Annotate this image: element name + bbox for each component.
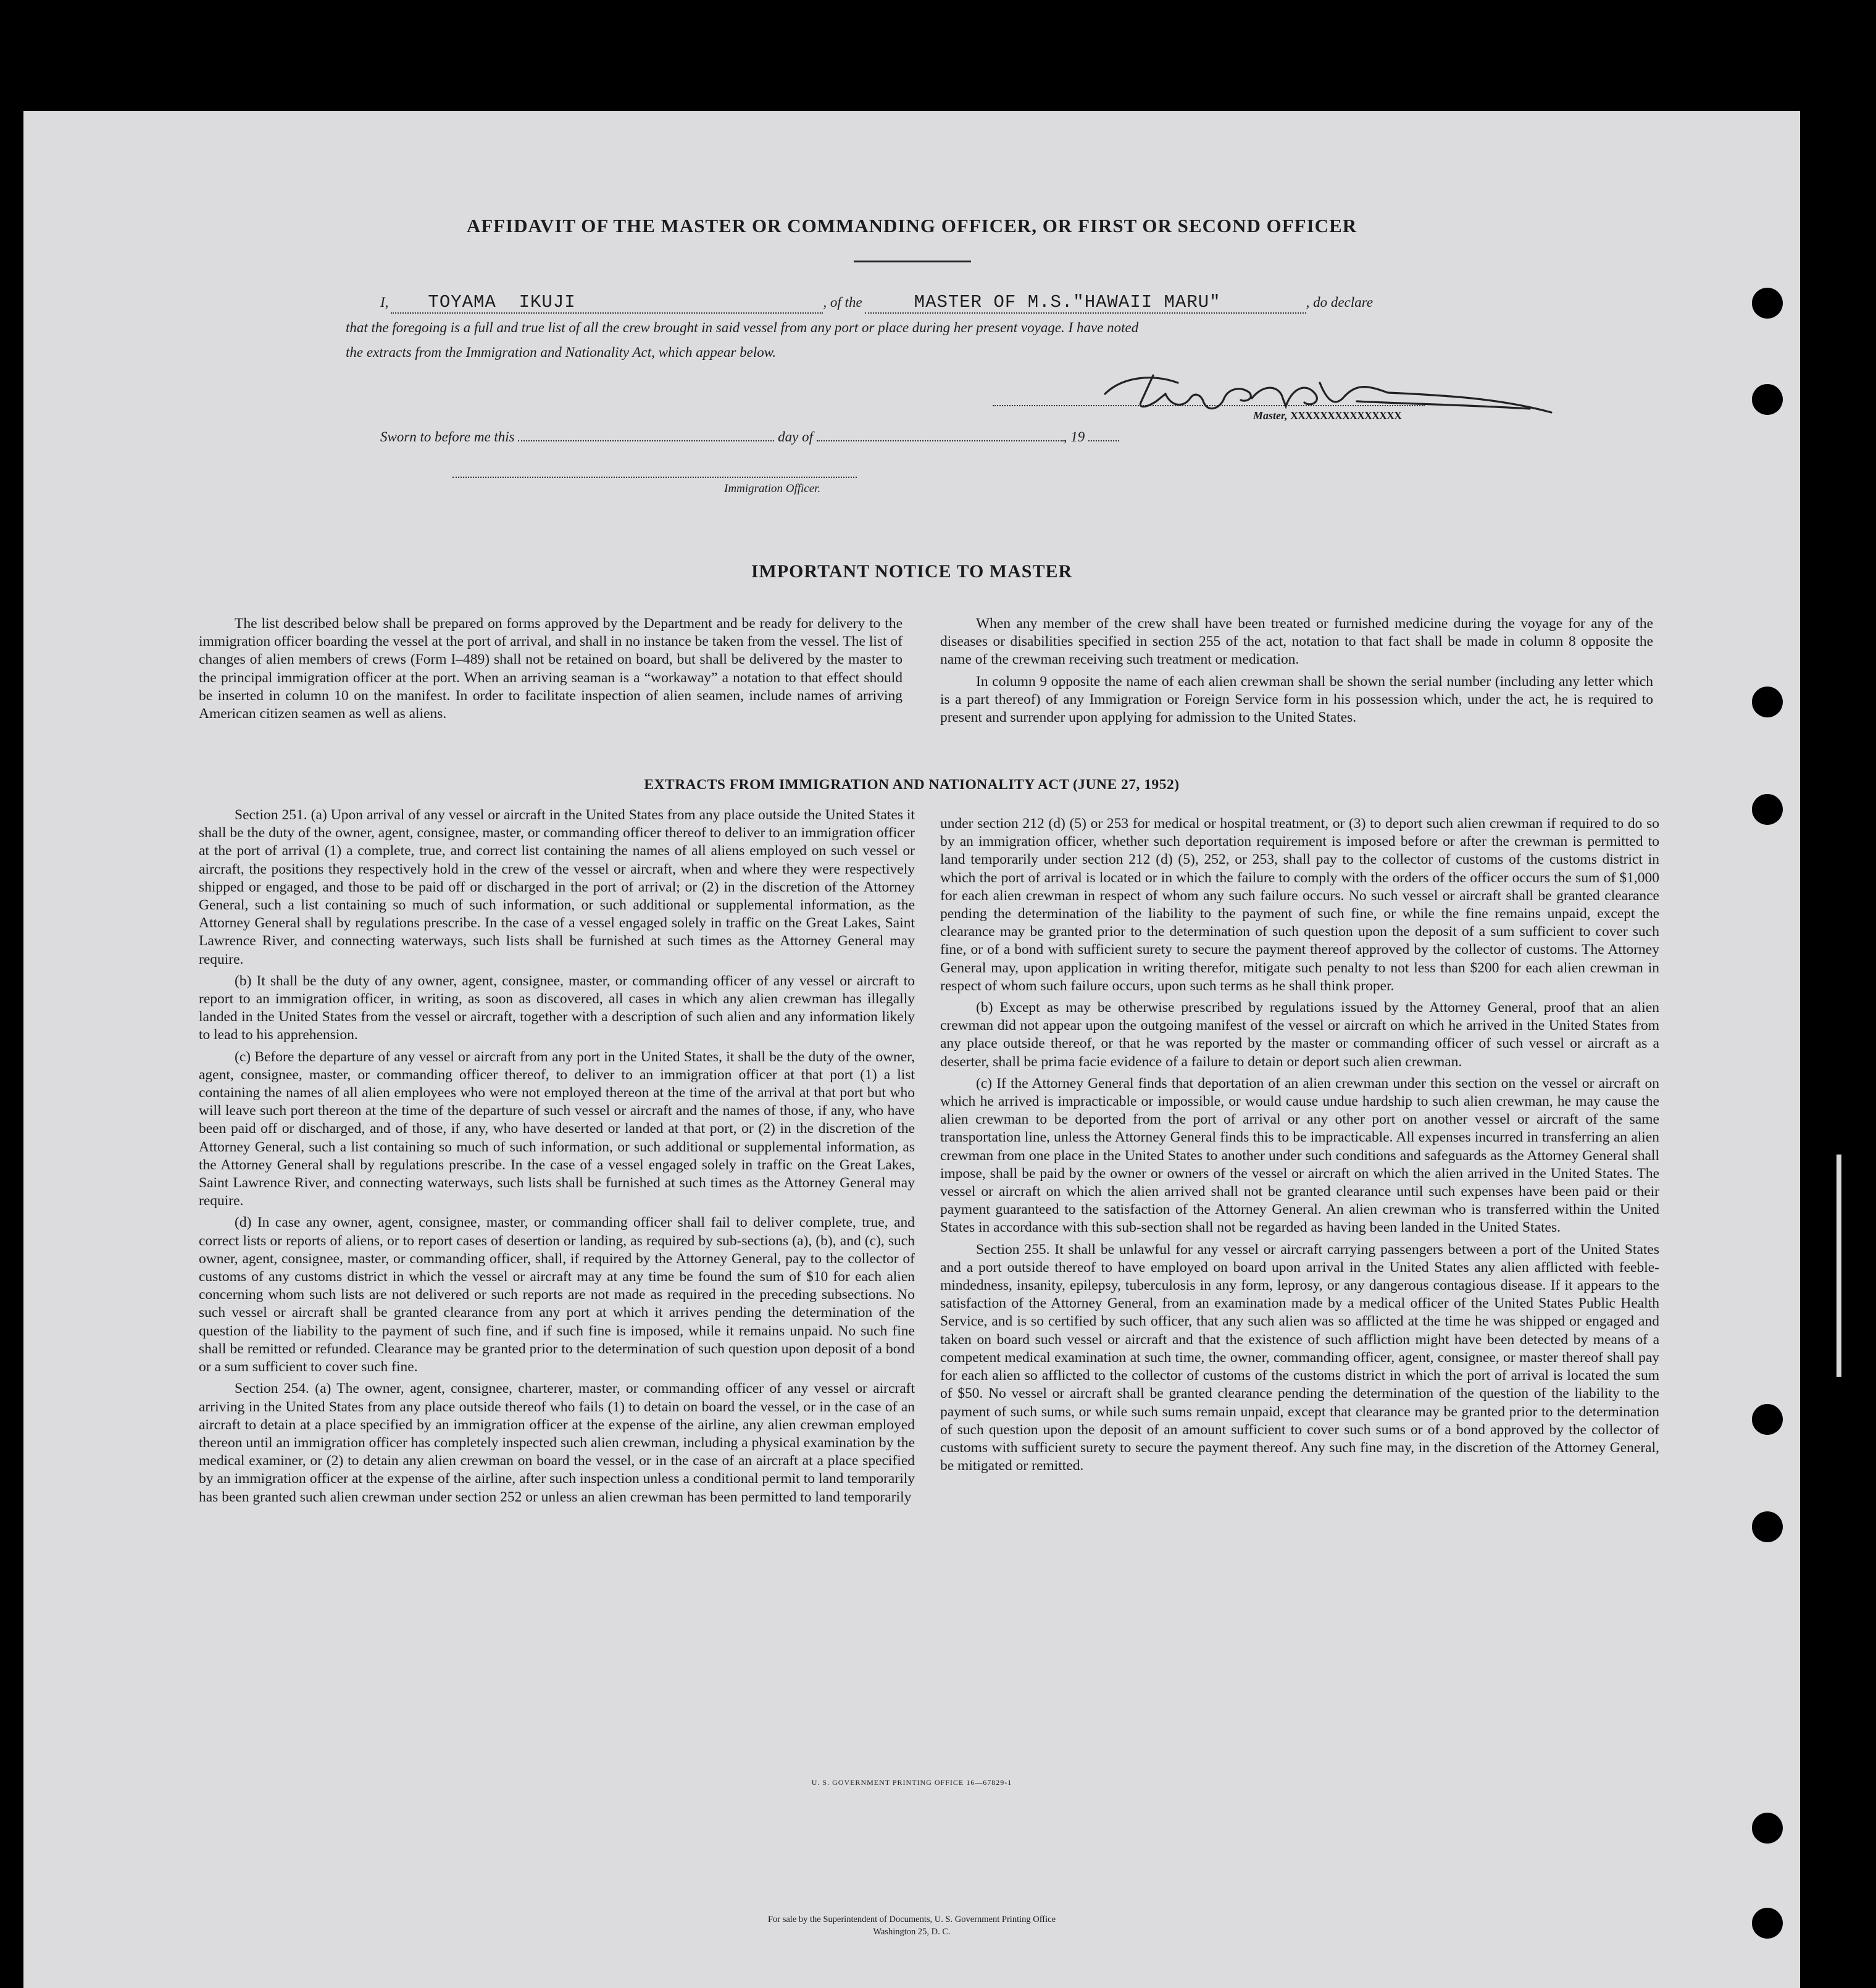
punch-hole bbox=[1752, 1404, 1783, 1435]
punch-hole bbox=[1752, 1511, 1783, 1542]
notice-paragraph: When any member of the crew shall have been treated or furnished medicine during the voyage for any of the diseases or disabilities specified in section 255 of the act, notation to that fact shall be made in column 8 opposite the name of the crewman receiving such treatment or medication. bbox=[940, 616, 1653, 668]
section-paragraph: (b) Except as may be otherwise prescribed by regulations issued by the Attorney General, proof that an alien crewman did not appear upon the outgoing manifest of the vessel or aircraft on which he arrived in the United States from any place outside thereof, or that he was reported by the master or commanding officer of such vessel or aircraft as a deserter, shall be prima facie evidence of a failure to detain or deport such alien crewman. bbox=[940, 1000, 1659, 1070]
master-name-field: TOYAMA IKUJI bbox=[428, 292, 576, 312]
sale-note-line-1: For sale by the Superintendent of Documents, U. S. Government Printing Office bbox=[767, 1915, 1056, 1924]
vessel-position-field: MASTER OF M.S."HAWAII MARU" bbox=[914, 292, 1221, 312]
section-paragraph: Section 255. It shall be unlawful for any vessel or aircraft carrying passengers between a port of the United States and a port outside thereof to have employed on board upon arrival in the United States any alien afflicted with feeble-mindedness, insanity, epilepsy, tuberculosis in any form, leprosy, or any dangerous contagious disease. If it appears to the satisfaction of the Attorney General, from an examination made by a medical officer of the United States Public Health Service, and is so certified by such officer, that any such alien was so afflicted at the time he was shipped or engaged and taken on board such vessel or aircraft and that the existence of such affliction might have been detected by means of a competent medical examination at such time, the owner, commanding officer, agent, consignee, or master thereof shall pay for each alien so afflicted to the collector of customs of the customs district in which the port of arrival is located the sum of $50. No vessel or aircraft shall be granted clearance pending the determination of the question of the liability to the payment of such sums, or while such sums remain unpaid, except that clearance may be granted prior to the determination of such question upon the deposit of an amount sufficient to cover such sums or of a bond approved by the collector of customs with sufficient surety to secure the payment thereof. Any such fine may, in the discretion of the Attorney General, be mitigated or remitted. bbox=[940, 1241, 1659, 1474]
notice-paragraph: The list described below shall be prepared on forms approved by the Department and be ready for delivery to the immigration officer boarding the vessel at the port of arrival, and shall in no instance be taken from the vessel. The list of changes of alien members of crews (Form I–489) shall not be retained on board, but shall be delivered by the master to the principal immigration officer at the port. When an arriving seaman is a “workaway” a notation to that effect should be inserted in column 10 on the manifest. In order to facilitate inspection of alien seamen, include names of arriving American citizen seamen as well as aliens. bbox=[199, 616, 903, 722]
extracts-left-column bbox=[199, 806, 915, 1510]
title-rule bbox=[854, 261, 971, 262]
affidavit-line-2: that the foregoing is a full and true list of all the crew brought in said vessel from any port or place during her present voyage. I have noted bbox=[346, 320, 1139, 335]
signature-caption: Master, XXXXXXXXXXXXXXX bbox=[1253, 409, 1402, 422]
sale-note-line-2: Washington 25, D. C. bbox=[873, 1927, 951, 1937]
section-paragraph: Section 254. (a) The owner, agent, consignee, charterer, master, or commanding officer of any vessel or aircraft arriving in the United States from any place outside thereof who fails (1) to detain on board the vessel, or in the case of an aircraft to detain at a place specified by an immigration officer at the expense of the airline, any alien crewman employed thereon until an immigration officer has completely inspected such alien crewman, including a physical examination by the medical examiner, or (2) to detain any alien crewman on board the vessel, or in the case of an aircraft at a place specified by an immigration officer at the expense of the airline, after such inspection unless a conditional permit to land temporarily has been granted such alien crewman under section 252 or unless an alien crewman has been permitted to land temporarily bbox=[199, 1380, 915, 1505]
i-label: I, bbox=[380, 294, 389, 310]
punch-hole bbox=[1752, 1813, 1783, 1844]
section-paragraph: (b) It shall be the duty of any owner, agent, consignee, master, or commanding officer of any vessel or aircraft to report to an immigration officer, in writing, as soon as discovered, all cases in which any alien crewman has illegally landed in the United States from the vessel or aircraft, together with a description of such alien and any information likely to lead to his apprehension. bbox=[199, 972, 915, 1043]
notice-left-column bbox=[199, 615, 903, 727]
notice-title: IMPORTANT NOTICE TO MASTER bbox=[751, 561, 1073, 582]
of-the-label: , of the bbox=[823, 294, 862, 310]
document-sheet bbox=[23, 111, 1800, 1988]
section-paragraph: under section 212 (d) (5) or 253 for medical or hospital treatment, or (3) to deport such alien crewman if required to do so by an immigration officer, whether such deportation requirement is imposed before or after the crewman is permitted to land temporarily under section 212 (d) (5), 252, or 253, shall pay to the collector of customs of the customs district in which the port of arrival is located or in which the failure to comply with the orders of the officer occurs the sum of $1,000 for each alien crewman in respect of whom any such failure occurs. No such vessel or aircraft shall be granted clearance pending the determination of the liability to the payment of such fine, or while the fine remains unpaid, except the clearance may be granted prior to the determination of such question upon the deposit of a sum sufficient to cover such fine, or of a bond with sufficient surety to secure the payment thereof approved by the collector of customs. The Attorney General may, upon application in writing therefor, mitigate such penalty to not less than $200 for each alien crewman in respect of whom such failure occurs, upon such terms as he shall think proper. bbox=[940, 816, 1659, 994]
punch-hole bbox=[1752, 288, 1783, 319]
section-paragraph: (c) If the Attorney General finds that deportation of an alien crewman under this section on the vessel or aircraft on which he arrived is impracticable or impossible, or would cause undue hardship to such alien crewman, he may cause the alien crewman to be deported from the port of arrival or any other port on another vessel or aircraft of the same transportation line, unless the Attorney General finds this to be impracticable. All expenses incurred in transferring an alien crewman from one place in the United States to another under such conditions and safeguards as the Attorney General shall impose, shall be paid by the owner or owners of the vessel or aircraft on which the alien arrived in the United States. The vessel or aircraft on which the alien arrived shall not be granted clearance until such expenses have been paid or their payment guaranteed to the satisfaction of the Attorney General. An alien crewman who is transferred within the United States in accordance with this sub-section shall not be regarded as having been landed in the United States. bbox=[940, 1075, 1659, 1236]
affidavit-title: AFFIDAVIT OF THE MASTER OR COMMANDING OFFICER, OR FIRST OR SECOND OFFICER bbox=[466, 215, 1357, 236]
section-paragraph: Section 251. (a) Upon arrival of any vessel or aircraft in the United States from any place outside the United States it shall be the duty of the owner, agent, consignee, master, or commanding officer thereof to deliver to an immigration officer at the port of arrival (1) a complete, true, and correct list containing the names of all aliens employed on such vessel or aircraft, the positions they respectively hold in the crew of the vessel or aircraft, when and where they were respectively shipped or engaged, and those to be paid off or discharged in the port of arrival; or (2) in the discretion of the Attorney General, such a list containing so much of such information, or such additional or supplemental information, as the Attorney General shall by regulations prescribe. In the case of a vessel engaged solely in traffic on the Great Lakes, Saint Lawrence River, and connecting waterways, such lists shall be furnished at such times as the Attorney General may require. bbox=[199, 807, 915, 967]
extracts-title: EXTRACTS FROM IMMIGRATION AND NATIONALITY ACT (JUNE 27, 1952) bbox=[644, 777, 1180, 793]
punch-hole bbox=[1752, 687, 1783, 717]
sworn-line: Sworn to before me this day of , 19 bbox=[380, 429, 1119, 445]
notice-paragraph: In column 9 opposite the name of each alien crewman shall be shown the serial number (including any letter which is a part thereof) of any Immigration or Foreign Service form in his possession which, under the act, he is required to present and surrender upon applying for admission to the United States. bbox=[940, 673, 1653, 726]
punch-hole bbox=[1752, 384, 1783, 415]
officer-caption: Immigration Officer. bbox=[724, 482, 821, 495]
edge-tab bbox=[1836, 1155, 1841, 1377]
struck-officer-title: XXXXXXXXXXXXXXX bbox=[1290, 409, 1402, 422]
officer-signature-line bbox=[452, 477, 857, 478]
section-paragraph: (c) Before the departure of any vessel or aircraft from any port in the United States, it shall be the duty of the owner, agent, consignee, master, or commanding officer thereof, to deliver to an immigration officer at that port (1) a list containing the names of all alien employees who were not employed thereon at the time of the arrival at that port but who will leave such port thereon at the time of the departure of such vessel or aircraft and the names of those, if any, who have been paid off or discharged, and of those, if any, who have deserted or landed at that port, or (2) in the discretion of the Attorney General, such a list containing so much of such information, or such additional or supplemental information, as the Attorney General shall by regulations prescribe. In the case of a vessel engaged solely in traffic on the Great Lakes, Saint Lawrence River, and connecting waterways, such lists shall be furnished at such times as the Attorney General may require. bbox=[199, 1048, 915, 1209]
affidavit-line-1 bbox=[380, 292, 1553, 314]
section-paragraph: (d) In case any owner, agent, consignee, master, or commanding officer shall fail to deliver complete, true, and correct lists or reports of aliens, or to report cases of desertion or landing, as required by sub-sections (a), (b), and (c), such owner, agent, consignee, master, or commanding officer, shall, if required by the Attorney General, pay to the collector of customs of any customs district in which the vessel or aircraft may at any time be found the sum of $10 for each alien concerning whom such lists are not delivered or such reports are not made as required in the preceding subsections. No such vessel or aircraft shall be granted clearance from any port at which it arrives pending the determination of the question of the liability to the payment of such fine, and if such fine is imposed, while it remains unpaid. No such fine shall be remitted or refunded. Clearance may be granted prior to the determination of such question upon deposit of a bond or a sum sufficient to cover such fine. bbox=[199, 1214, 915, 1376]
notice-right-column bbox=[940, 615, 1653, 730]
affidavit-line-3: the extracts from the Immigration and Nationality Act, which appear below. bbox=[346, 345, 777, 360]
extracts-right-column bbox=[940, 815, 1659, 1479]
punch-hole bbox=[1752, 794, 1783, 825]
do-declare-label: , do declare bbox=[1306, 294, 1374, 310]
printing-office-note: U. S. GOVERNMENT PRINTING OFFICE 16—67829-1 bbox=[811, 1778, 1012, 1787]
